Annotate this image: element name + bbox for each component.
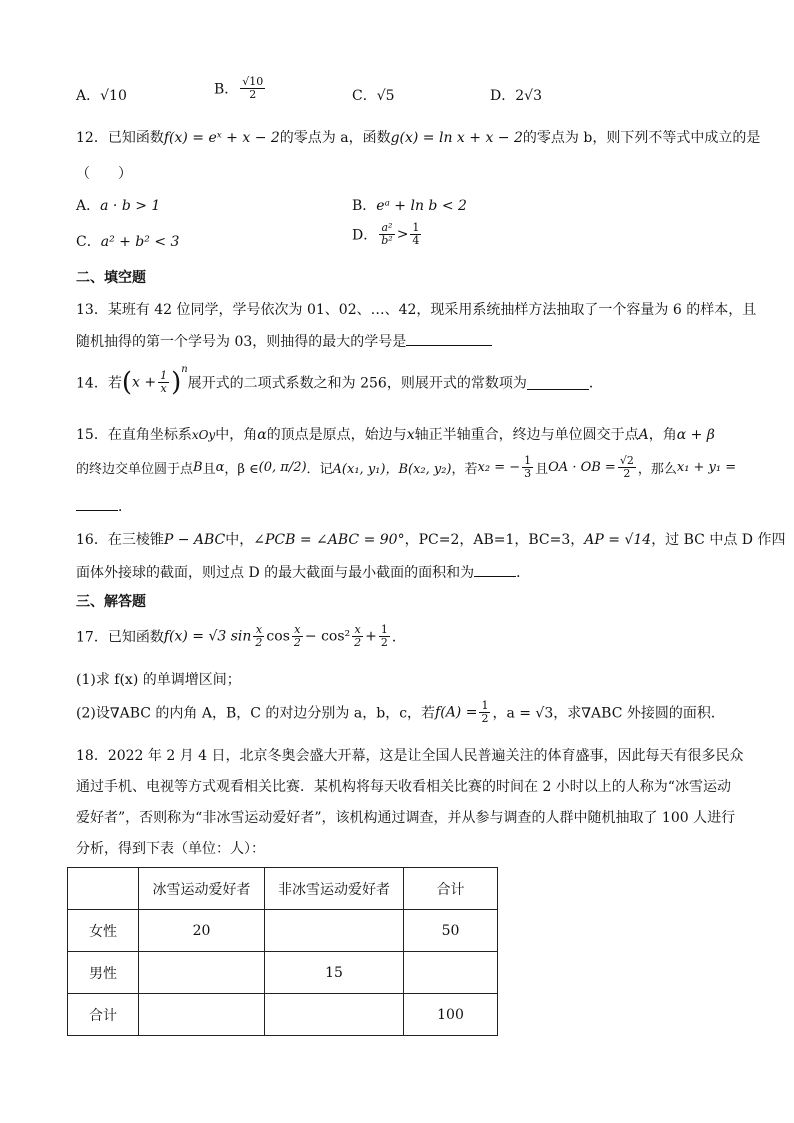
q15-answer-blank: ． — [76, 496, 132, 517]
q12-stem: 12．已知函数f(x) = eˣ + x − 2的零点为 a，函数g(x) = ln x + x − 2的零点为 b，则下列不等式中成立的是 — [76, 130, 761, 146]
q17-stem: 17．已知函数f(x) = √3 sin $\frac{x}{2}$ cos $\frac{x}{2}$ − cos² $\frac{x}{2}$ + $\frac{1}{2}$ ． — [76, 623, 406, 649]
q11-option-a: A．√10 — [76, 88, 127, 104]
q13-answer-blank — [406, 331, 492, 346]
q12-option-a: A．a · b > 1 — [76, 198, 161, 214]
q12-option-b: B．eᵃ + ln b < 2 — [352, 198, 467, 214]
table-cell: 合计 — [68, 994, 139, 1036]
table-header: 合计 — [404, 868, 498, 910]
q11-option-c: C．√5 — [352, 88, 395, 104]
table-cell — [265, 910, 404, 952]
table-cell: 100 — [404, 994, 498, 1036]
q14-answer-blank — [527, 375, 589, 390]
table-cell: 15 — [265, 952, 404, 994]
q17-part1: (1)求 f(x) 的单调增区间； — [76, 672, 241, 688]
table-cell: 50 — [404, 910, 498, 952]
q15-line2: 的终边交单位圆于点B且α，β ∈(0, π/2)．记A(x₁, y₁)，B(x₂, y₂)，若x₂ = − $\frac{1}{3}$ 且OA · OB = $\frac{√2}{2}$ ，那么x₁ + y₁ = — [76, 454, 737, 480]
q17-part2: (2)设∇ABC 的内角 A，B，C 的对边分别为 a，b，c，若f(A) = $\frac{1}{2}$ ，a = √3，求∇ABC 外接圆的面积． — [76, 699, 725, 725]
q18-line1: 18．2022 年 2 月 4 日，北京冬奥会盛大开幕，这是让全国人民普遍关注的体育盛事，因此每天有很多民众 — [76, 748, 744, 764]
q12-paren: （ ） — [76, 166, 132, 182]
table-cell: 20 — [139, 910, 265, 952]
table-cell — [139, 952, 265, 994]
q18-line2: 通过手机、电视等方式观看相关比赛．某机构将每天收看相关比赛的时间在 2 小时以上的人称为“冰雪运动 — [76, 779, 731, 795]
table-row — [68, 910, 498, 952]
table-header: 非冰雪运动爱好者 — [265, 868, 404, 910]
q16-line1: 16．在三棱锥P − ABC中，∠PCB = ∠ABC = 90°，PC=2，AB=1，BC=3，AP = √14，过 BC 中点 D 作四 — [76, 532, 786, 548]
table-cell — [139, 994, 265, 1036]
q18-line3: 爱好者”，否则称为“非冰雪运动爱好者”，该机构通过调查，并从参与调查的人群中随机抽取了 100 人进行 — [76, 810, 736, 826]
table-row — [68, 994, 498, 1036]
q16-line2: 面体外接球的截面，则过点 D 的最大截面与最小截面的面积和为 ． — [76, 562, 530, 583]
table-cell — [265, 994, 404, 1036]
table-cell: 男性 — [68, 952, 139, 994]
table-cell — [68, 868, 139, 910]
q12-option-d: D． $\frac{\text{a²}}{\text{b²}}$ > $\frac{1}{4}$ — [352, 221, 420, 247]
section-solutions: 三、解答题 — [76, 594, 146, 610]
q18-line4: 分析，得到下表（单位：人）： — [76, 841, 265, 857]
table-header: 冰雪运动爱好者 — [139, 868, 265, 910]
q12-option-c: C．a² + b² < 3 — [76, 234, 180, 250]
q11-option-d: D．2√3 — [490, 88, 542, 104]
q16-answer-blank — [474, 562, 516, 577]
q13-line2: 随机抽得的第一个学号为 03，则抽得的最大的学号是 — [76, 331, 492, 352]
q15-line1: 15．在直角坐标系xOy中，角α的顶点是原点，始边与x轴正半轴重合，终边与单位圆交于点A，角α + β — [76, 427, 715, 443]
section-fill-in-blank: 二、填空题 — [76, 270, 146, 286]
table-header-row — [68, 868, 498, 910]
table-cell — [404, 952, 498, 994]
q13-line1: 13．某班有 42 位同学，学号依次为 01、02、…、42，现采用系统抽样方法抽取了一个容量为 6 的样本，且 — [76, 302, 757, 318]
table-row — [68, 952, 498, 994]
contingency-table — [67, 867, 498, 1036]
table-cell: 女性 — [68, 910, 139, 952]
q11-option-b: B． $\frac{√10}{2}$ — [214, 75, 264, 101]
q14-stem: 14．若(x + $\frac{1}{x}$ )$^n$展开式的二项式系数之和为 256，则展开式的常数项为 ． — [76, 364, 603, 398]
